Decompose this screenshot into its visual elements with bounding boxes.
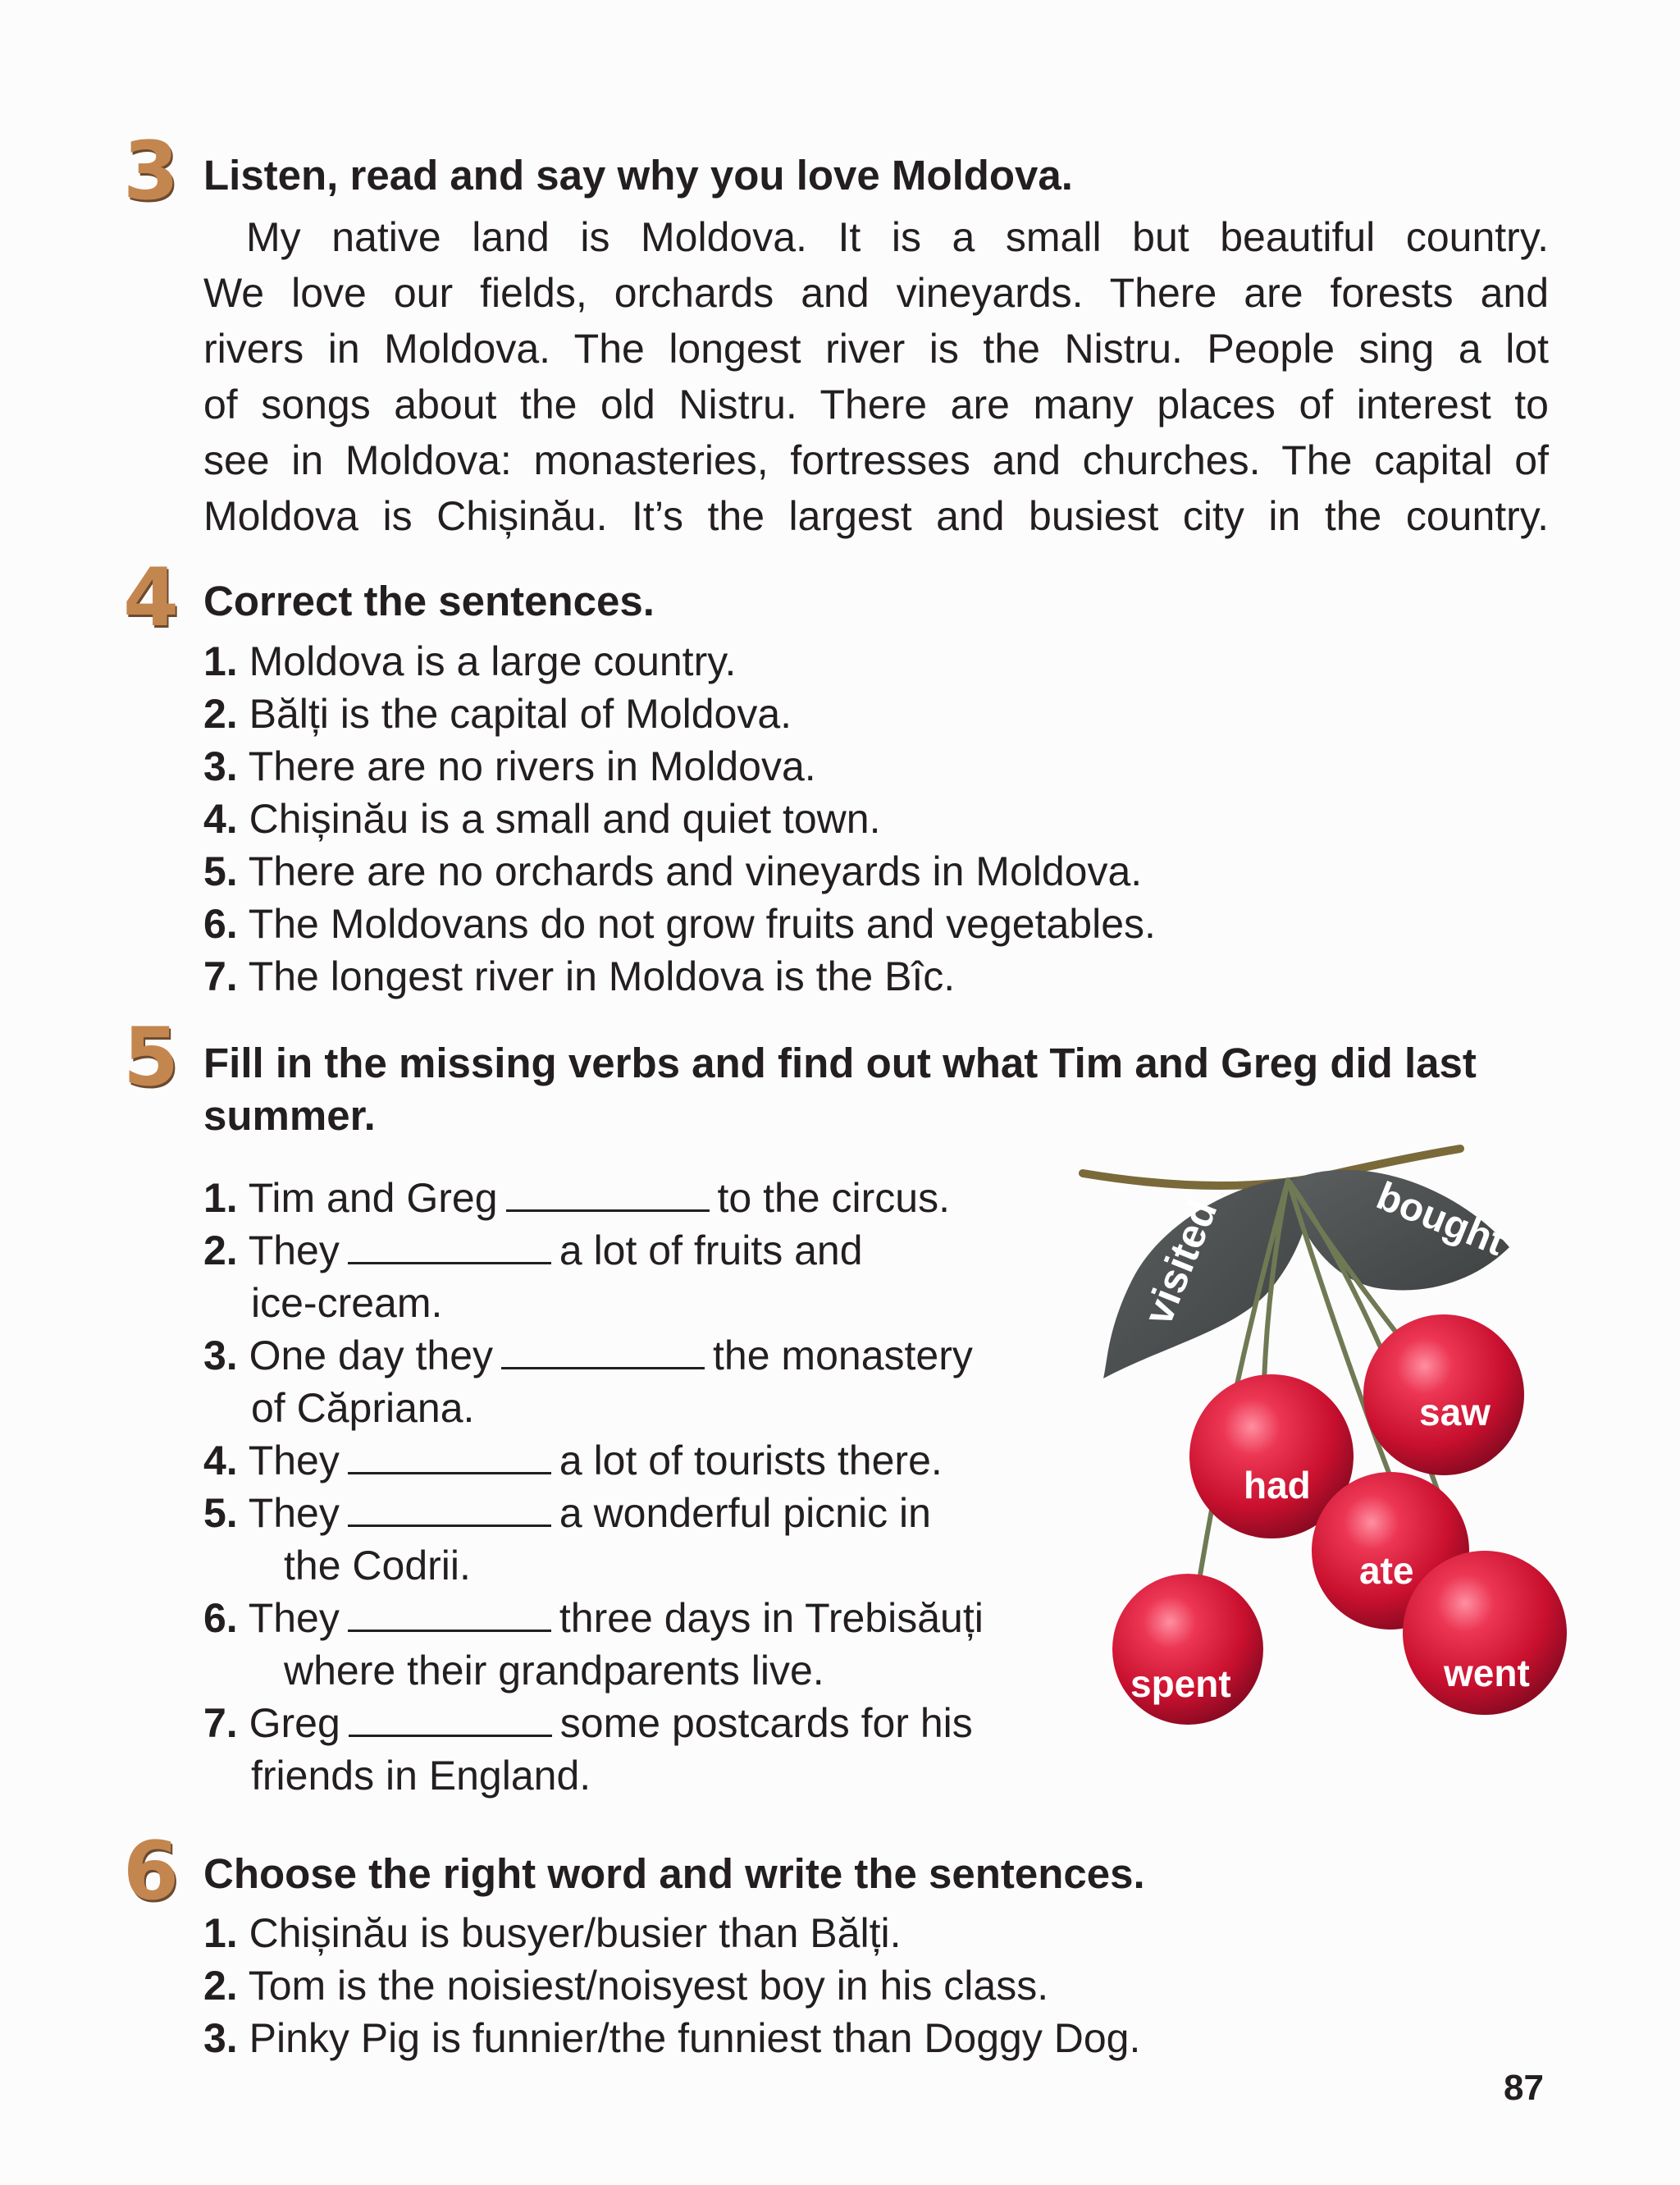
answer-blank-3[interactable] [501, 1334, 705, 1369]
ex3-text-line-6: Moldova is Chișinău. It’s the largest and busiest city in the country. [203, 493, 1549, 539]
ex6-item-1: 1. Chișinău is busyer/busier than Bălți. [203, 1910, 902, 1956]
word-visited: visited [1134, 1193, 1226, 1332]
exercise-3-number: 3 [123, 125, 178, 218]
exercise-5-instruction-line-2: summer. [203, 1092, 376, 1139]
answer-blank-6[interactable] [348, 1597, 551, 1632]
ex3-text-line-1: My native land is Moldova. It is a small but beautiful country. [246, 214, 1549, 260]
answer-blank-1[interactable] [506, 1177, 710, 1212]
answer-blank-7[interactable] [349, 1702, 552, 1737]
ex4-item-5: 5. There are no orchards and vineyards in Moldova. [203, 848, 1143, 894]
page-number: 87 [1504, 2068, 1544, 2108]
word-ate: ate [1359, 1549, 1414, 1592]
answer-blank-4[interactable] [348, 1439, 551, 1474]
exercise-5-instruction-line-1: Fill in the missing verbs and find out what Tim and Greg did last [203, 1040, 1477, 1086]
ex5-item-4: 4. They a lot of tourists there. [203, 1438, 943, 1483]
ex5-item-6: 6. They three days in Trebisăuți [203, 1595, 984, 1641]
exercise-4-number: 4 [123, 551, 178, 645]
ex3-text-line-2: We love our fields, orchards and vineyards. There are forests and [203, 270, 1549, 316]
ex3-text-line-5: see in Moldova: monasteries, fortresses and churches. The capital of [203, 437, 1549, 483]
ex5-item-2: 2. They a lot of fruits and [203, 1227, 863, 1273]
word-bought: bought [1370, 1174, 1511, 1265]
ex5-item-7-cont: friends in England. [251, 1753, 591, 1799]
word-went: went [1444, 1652, 1530, 1694]
answer-blank-2[interactable] [348, 1229, 551, 1264]
ex5-item-1: 1. Tim and Greg to the circus. [203, 1175, 950, 1221]
ex5-item-7: 7. Greg some postcards for his [203, 1700, 973, 1746]
ex6-item-3: 3. Pinky Pig is funnier/the funniest than Doggy Dog. [203, 2015, 1141, 2061]
ex4-item-7: 7. The longest river in Moldova is the Bîc. [203, 953, 956, 999]
exercise-5-number: 5 [123, 1011, 178, 1104]
ex4-item-2: 2. Bălți is the capital of Moldova. [203, 691, 792, 737]
exercise-4-instruction: Correct the sentences. [203, 578, 655, 624]
word-spent: spent [1130, 1662, 1231, 1705]
ex5-item-3: 3. One day they the monastery [203, 1332, 973, 1378]
ex5-item-5-cont: the Codrii. [284, 1543, 471, 1588]
ex4-item-4: 4. Chișinău is a small and quiet town. [203, 796, 881, 842]
ex5-item-6-cont: where their grandparents live. [284, 1648, 824, 1694]
exercise-3-instruction: Listen, read and say why you love Moldova. [203, 152, 1073, 199]
ex5-item-2-cont: ice-cream. [251, 1280, 443, 1326]
cherry-word-bank-illustration [1066, 1140, 1591, 1748]
exercise-6-number: 6 [123, 1825, 178, 1918]
ex4-item-1: 1. Moldova is a large country. [203, 638, 737, 684]
ex6-item-2: 2. Tom is the noisiest/noisyest boy in his class. [203, 1963, 1049, 2009]
word-had: had [1244, 1464, 1311, 1506]
ex5-item-5: 5. They a wonderful picnic in [203, 1490, 931, 1536]
ex4-item-3: 3. There are no rivers in Moldova. [203, 743, 816, 789]
exercise-6-instruction: Choose the right word and write the sentences. [203, 1850, 1145, 1897]
ex3-text-line-3: rivers in Moldova. The longest river is the Nistru. People sing a lot [203, 326, 1549, 372]
ex3-text-line-4: of songs about the old Nistru. There are many places of interest to [203, 382, 1549, 427]
answer-blank-5[interactable] [348, 1492, 551, 1527]
word-saw: saw [1419, 1391, 1491, 1433]
ex4-item-6: 6. The Moldovans do not grow fruits and vegetables. [203, 901, 1156, 947]
ex5-item-3-cont: of Căpriana. [251, 1385, 475, 1431]
